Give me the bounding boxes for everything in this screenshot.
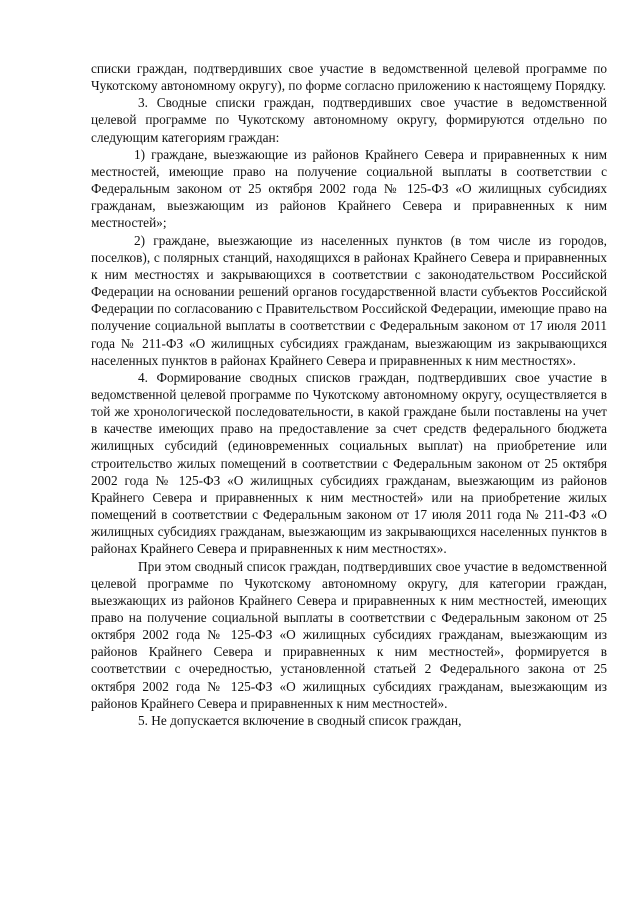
paragraph-item-4: 4. Формирование сводных списков граждан, подтвердивших свое участие в ведомственной целевой программе по Чукотскому автономному округу, осуществляется в той же хронологической последовательности, в какой граждане были поставлены на учет в качестве имеющих право на предоставление за счет средств федерального бюджета жилищных субсидий (единовременных социальных выплат) на приобретение или строительство жилых помещений в соответствии с Федеральным законом от 25 октября 2002 года № 125-ФЗ «О жилищных субсидиях гражданам, выезжающим из районов Крайнего Севера и приравненных к ним местностей» или на приобретение жилых помещений в соответствии с Федеральным законом от 17 июля 2011 года № 211-ФЗ «О жилищных субсидиях гражданам, выезжающим из закрывающихся населенных пунктов в районах Крайнего Севера и приравненных к ним местностях». bbox=[91, 369, 607, 557]
paragraph-item-3: 3. Сводные списки граждан, подтвердивших свое участие в ведомственной целевой программе по Чукотскому автономному округу, формируются отдельно по следующим категориям граждан: bbox=[91, 95, 607, 145]
paragraph-subitem-1: 1) граждане, выезжающие из районов Крайнего Севера и приравненных к ним местностей, имеющие право на получение социальной выплаты в соответствии с Федеральным законом от 25 октября 2002 года № 125-ФЗ «О жилищных субсидиях гражданам, выезжающим из районов Крайнего Севера и приравненных к ним местностей»; bbox=[91, 146, 607, 231]
paragraph-item-4-continued: При этом сводный список граждан, подтвердивших свое участие в ведомственной целевой программе по Чукотскому автономному округу, для категории граждан, выезжающих из районов Крайнего Севера и приравненных к ним местностей, имеющих право на получение социальной выплаты в соответствии с Федеральным законом от 25 октября 2002 года № 125-ФЗ «О жилищных субсидиях гражданам, выезжающим из районов Крайнего Севера и приравненных к ним местностей», формируется в соответствии с очередностью, установленной статьей 2 Федерального закона от 25 октября 2002 года № 125-ФЗ «О жилищных субсидиях гражданам, выезжающим из районов Крайнего Севера и приравненных к ним местностей». bbox=[91, 558, 607, 711]
paragraph-subitem-2: 2) граждане, выезжающие из населенных пунктов (в том числе из городов, поселков), с полярных станций, находящихся в районах Крайнего Севера и приравненных к ним местностях и закрывающихся в соответствии с законодательством Российской Федерации на основании решений органов государственной власти субъектов Российской Федерации по согласованию с Правительством Российской Федерации, имеющие право на получение социальной выплаты в соответствии с Федеральным законом от 17 июля 2011 года № 211-ФЗ «О жилищных субсидиях гражданам, выезжающим из закрывающихся населенных пунктов в районах Крайнего Севера и приравненных к ним местностях». bbox=[91, 232, 607, 368]
document-page bbox=[91, 60, 607, 729]
paragraph-continuation: списки граждан, подтвердивших свое участие в ведомственной целевой программе по Чукотскому автономному округу), по форме согласно приложению к настоящему Порядку. bbox=[91, 61, 607, 94]
paragraph-item-5: 5. Не допускается включение в сводный список граждан, bbox=[138, 712, 462, 728]
